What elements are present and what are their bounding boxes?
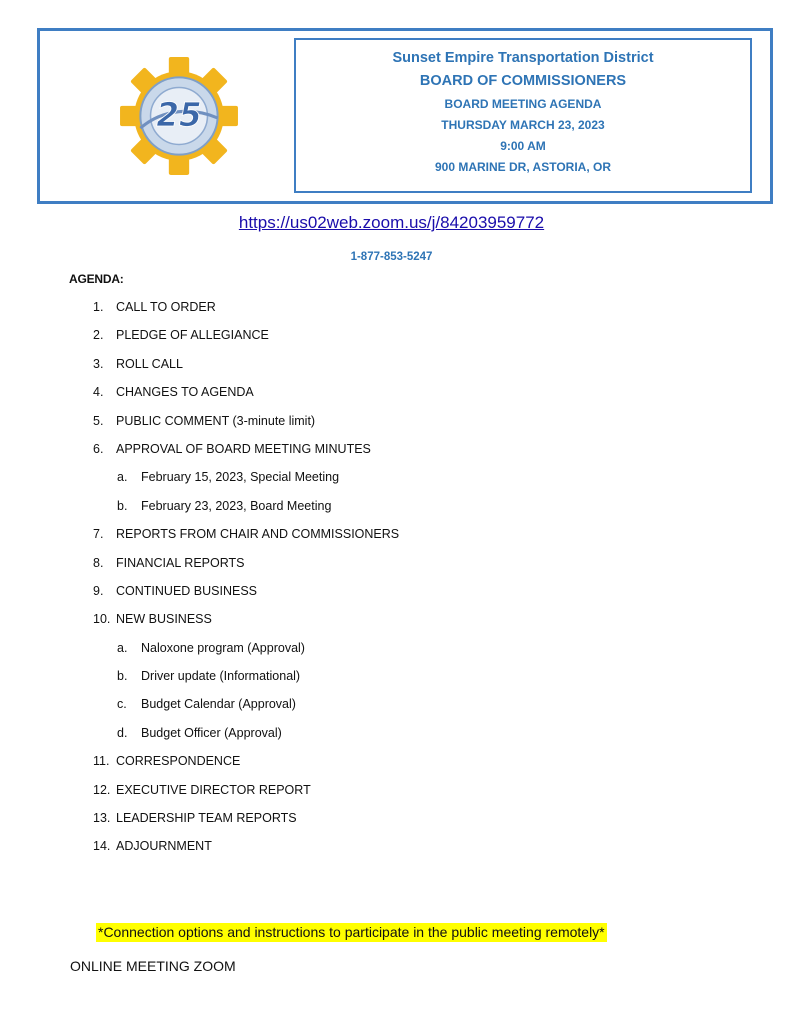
item-number: 3. [93,356,104,371]
agenda-subitem [0,666,791,694]
item-text: ADJOURNMENT [116,839,212,854]
item-text: February 15, 2023, Special Meeting [141,470,340,485]
item-text: Budget Officer (Approval) [141,725,282,740]
org-name: Sunset Empire Transportation District [392,50,654,66]
item-text: EXECUTIVE DIRECTOR REPORT [116,782,311,797]
agenda-item [0,382,791,410]
item-text: PLEDGE OF ALLEGIANCE [116,328,269,343]
item-text: FINANCIAL REPORTS [116,555,245,570]
item-letter: b. [117,669,128,684]
item-text: CONTINUED BUSINESS [116,583,257,598]
meeting-time: 9:00 AM [500,139,546,153]
item-text: CHANGES TO AGENDA [116,385,254,400]
doc-type: BOARD MEETING AGENDA [444,97,602,111]
item-number: 6. [93,441,104,456]
logo-number: 25 [156,96,202,135]
agenda-item [0,553,791,581]
agenda-item [0,808,791,836]
item-text: Driver update (Informational) [141,669,301,684]
item-letter: b. [117,498,128,513]
agenda-item [0,524,791,552]
item-number: 8. [93,555,104,570]
item-letter: d. [117,725,128,740]
zoom-link[interactable]: https://us02web.zoom.us/j/84203959772 [238,213,545,232]
agenda-item [0,439,791,467]
agenda-item [0,354,791,382]
item-text: Naloxone program (Approval) [141,640,305,655]
agenda-subitem [0,723,791,751]
item-text: LEADERSHIP TEAM REPORTS [116,811,297,826]
item-letter: a. [117,640,128,655]
item-number: 10. [93,612,111,627]
board-name: BOARD OF COMMISSIONERS [419,73,627,89]
item-number: 4. [93,385,104,400]
item-number: 11. [93,754,110,769]
item-text: CALL TO ORDER [116,300,216,314]
item-letter: a. [117,470,128,485]
agenda-item [0,609,791,637]
item-number: 7. [93,527,104,542]
agenda-heading: AGENDA: [69,272,124,286]
agenda-item [0,325,791,353]
item-number: 9. [93,583,104,598]
connection-note: *Connection options and instructions to participate in the public meeting remotely* [98,924,605,940]
agenda-list [0,297,791,865]
item-text: ROLL CALL [116,356,183,371]
agenda-item [0,780,791,808]
item-text: CORRESPONDENCE [116,754,241,769]
phone-number: 1-877-853-5247 [350,251,433,263]
agenda-item [0,297,791,325]
agenda-item [0,836,791,864]
agenda-item [0,581,791,609]
item-text: February 23, 2023, Board Meeting [141,498,332,513]
item-letter: c. [117,697,127,712]
item-text: APPROVAL OF BOARD MEETING MINUTES [116,441,371,456]
agenda-item [0,751,791,779]
item-text: PUBLIC COMMENT (3-minute limit) [116,413,316,428]
meeting-date: THURSDAY MARCH 23, 2023 [441,118,605,132]
agenda-subitem [0,694,791,722]
agenda-subitem [0,467,791,495]
agenda-item [0,411,791,439]
agenda-subitem [0,638,791,666]
item-text: Budget Calendar (Approval) [141,697,296,712]
item-number: 13. [93,811,111,826]
meeting-address: 900 MARINE DR, ASTORIA, OR [434,160,612,174]
item-number: 2. [93,328,104,343]
agenda-subitem [0,496,791,524]
item-number: 12. [93,782,111,797]
district-logo [118,55,240,177]
title-box [294,38,752,193]
online-meeting-label: ONLINE MEETING ZOOM [70,958,236,974]
item-number: 14. [93,839,111,854]
item-number: 1. [93,300,104,314]
item-text: NEW BUSINESS [116,612,212,627]
item-text: REPORTS FROM CHAIR AND COMMISSIONERS [116,527,400,542]
item-number: 5. [93,413,104,428]
